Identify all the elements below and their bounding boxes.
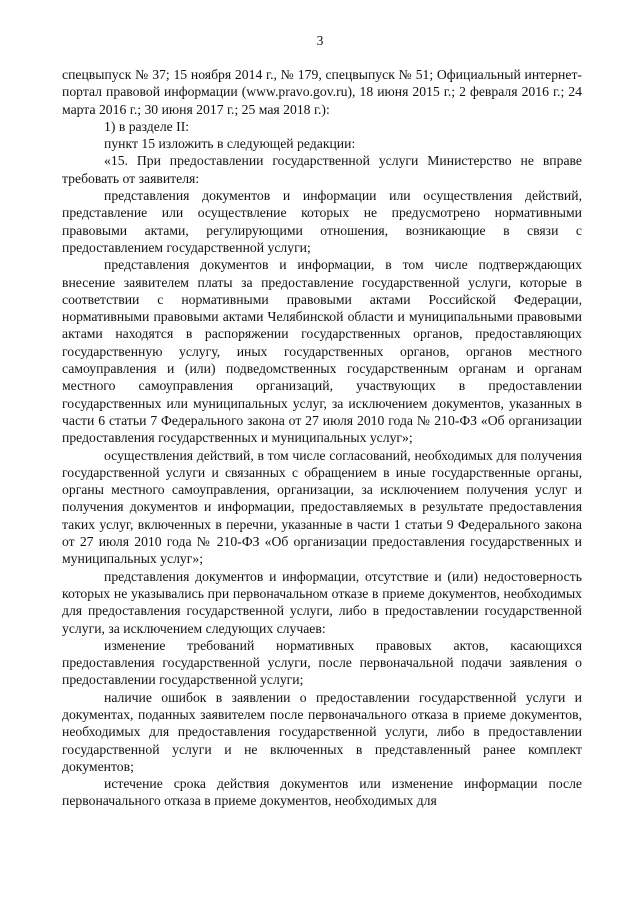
paragraph-requirement-2: представления документов и информации, в том числе подтверждающих внесение заявителем платы за предоставление государственной услуги, которые в соответствии с нормативными правовыми актами Российской Федерации, нормативными правовыми актами Челябинской области и муниципальными правовыми актами находятся в распоряжении государственных органов, предоставляющих государственную услугу, иных государственных органов, органов местного самоуправления и (или) подведомственных государственным органам и органам местного самоуправления организаций, участвующих в предоставлении государственных или муниципальных услуг, за исключением документов, указанных в части 6 статьи 7 Федерального закона от 27 июля 2010 года № 210-ФЗ «Об организации предоставления государственных и муниципальных услуг»; — [62, 257, 582, 446]
paragraph-item-15-intro: пункт 15 изложить в следующей редакции: — [104, 136, 356, 152]
paragraph-item-15: «15. При предоставлении государственной услуги Министерство не вправе требовать от заявителя: — [62, 153, 582, 186]
paragraph-citation-continuation: спецвыпуск № 37; 15 ноября 2014 г., № 179, спецвыпуск № 51; Официальный интернет-портал правовой информации (www.pravo.gov.ru), 18 июня 2015 г.; 2 февраля 2016 г.; 24 марта 2016 г.; 30 июня 2017 г.; 25 мая 2018 г.): — [62, 67, 582, 117]
paragraph-requirement-1: представления документов и информации или осуществления действий, представление или осуществление которых не предусмотрено нормативными правовыми актами, регулирующими отношения, возникающие в связи с предоставлением государственной услуги; — [62, 188, 582, 255]
paragraph-section-ii: 1) в разделе II: — [104, 118, 190, 134]
paragraph-exception-3: истечение срока действия документов или изменение информации после первоначального отказа в приеме документов, необходимых для — [62, 776, 582, 809]
paragraph-requirement-3: осуществления действий, в том числе согласований, необходимых для получения государственной услуги и связанных с обращением в иные государственные органы, органы местного самоуправления, организации, за исключением получения услуг и получения документов и информации, предоставляемых в результате предоставления таких услуг, включенных в перечни, указанные в части 1 статьи 9 Федерального закона от 27 июля 2010 года № 210-ФЗ «Об организации предоставления государственных и муниципальных услуг»; — [62, 447, 582, 567]
page-number: 3 — [316, 33, 324, 48]
paragraph-requirement-4: представления документов и информации, отсутствие и (или) недостоверность которых не указывались при первоначальном отказе в приеме документов, необходимых для предоставления государственной услуги, либо в предоставлении государственной услуги, за исключением следующих случаев: — [62, 568, 582, 636]
document-body — [62, 66, 582, 810]
paragraph-exception-2: наличие ошибок в заявлении о предоставлении государственной услуги и документах, поданных заявителем после первоначального отказа в приеме документов, необходимых для предоставления государственной услуги, либо в предоставлении государственной услуги и не включенных в представленный ранее комплект документов; — [62, 689, 582, 774]
paragraph-exception-1: изменение требований нормативных правовых актов, касающихся предоставления государственной услуги, после первоначальной подачи заявления о предоставлении государственной услуги; — [62, 637, 582, 688]
